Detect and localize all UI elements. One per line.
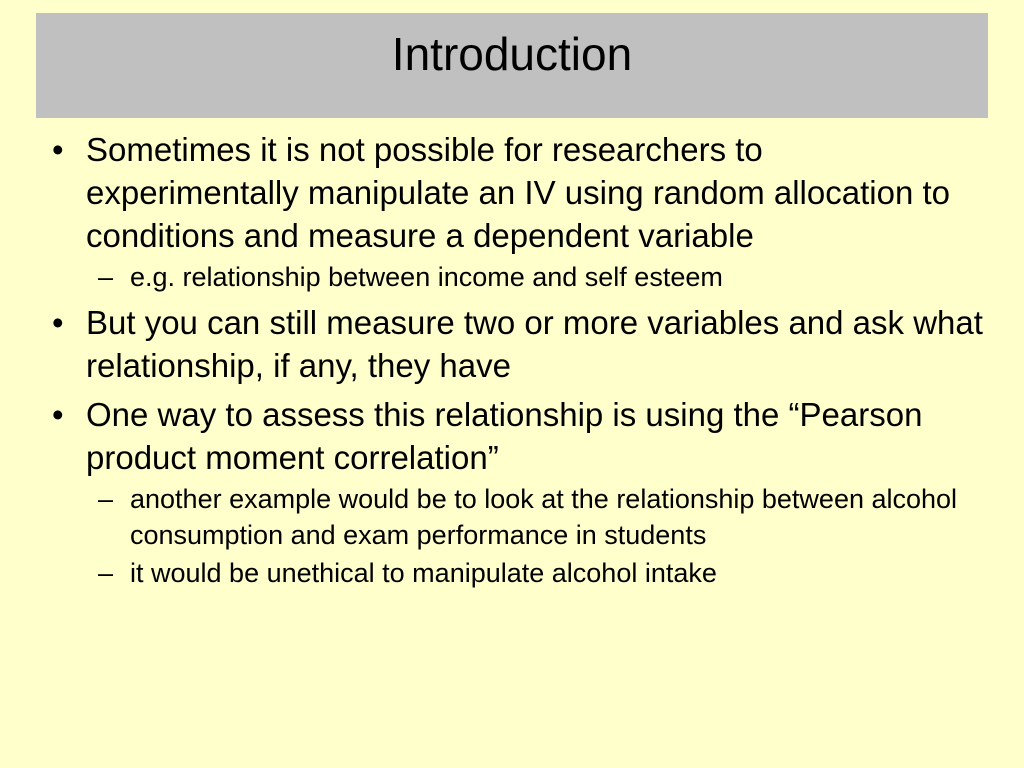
bullet-marker: • (52, 304, 64, 341)
bullet-marker: • (52, 131, 64, 168)
bullet-item (44, 301, 984, 387)
bullet-text: But you can still measure two or more variables and ask what relationship, if any, they have (86, 304, 983, 384)
bullet-item (44, 128, 984, 257)
bullet-text: Sometimes it is not possible for researchers to experimentally manipulate an IV using random allocation to conditions and measure a dependent variable (86, 131, 950, 254)
sub-bullet-item (98, 259, 984, 295)
sub-bullet-text: e.g. relationship between income and self esteem (130, 262, 723, 292)
sub-bullet-text: it would be unethical to manipulate alcohol intake (130, 558, 717, 588)
sub-bullet-item (98, 481, 984, 553)
title-bar (36, 13, 988, 118)
sub-bullet-marker: – (98, 262, 114, 292)
slide-body (44, 128, 984, 591)
bullet-marker: • (52, 396, 64, 433)
bullet-item (44, 393, 984, 479)
sub-bullet-text: another example would be to look at the relationship between alcohol consumption and exam performance in students (130, 484, 958, 550)
slide-title: Introduction (391, 27, 633, 80)
sub-bullet-marker: – (98, 558, 114, 588)
bullet-text: One way to assess this relationship is using the “Pearson product moment correlation” (86, 396, 923, 476)
sub-bullet-marker: – (98, 484, 114, 514)
sub-bullet-item (98, 555, 984, 591)
